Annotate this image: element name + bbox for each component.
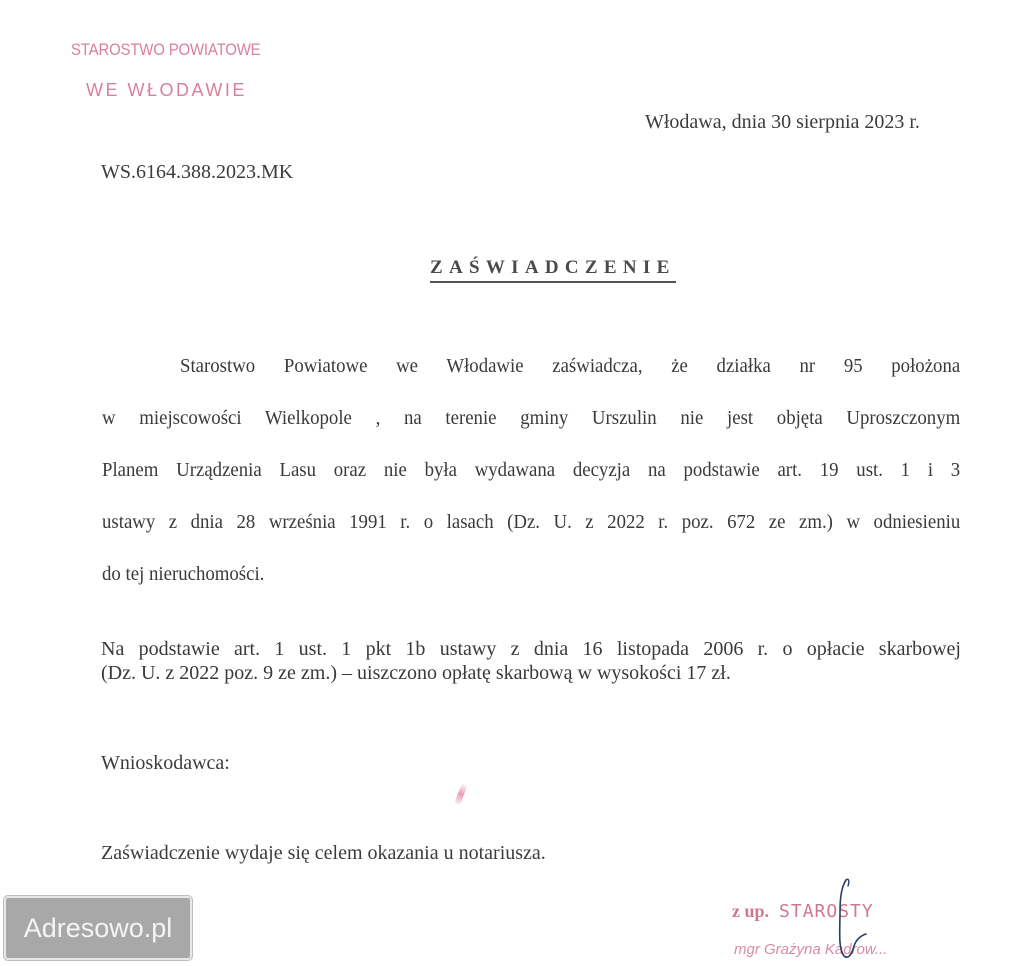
office-stamp-line2: WE WŁODAWIE bbox=[86, 80, 247, 100]
document-title: ZAŚWIADCZENIE bbox=[430, 257, 676, 283]
watermark-badge bbox=[4, 896, 192, 960]
paragraph-line: Planem Urządzenia Lasu oraz nie była wydawana decyzja na podstawie art. 19 ust. 1 i 3 bbox=[102, 459, 961, 481]
ink-mark bbox=[454, 783, 468, 806]
paragraph-line: (Dz. U. z 2022 poz. 9 ze zm.) – uiszczono opłatę skarbową w wysokości 17 zł. bbox=[101, 662, 731, 684]
paragraph-line: do tej nieruchomości. bbox=[102, 563, 265, 585]
paragraph-line: w miejscowości Wielkopole , na terenie gminy Urszulin nie jest objęta Uproszczonym bbox=[102, 407, 961, 429]
purpose-statement: Zaświadczenie wydaje się celem okazania u notariusza. bbox=[101, 842, 546, 864]
handwritten-signature-icon bbox=[820, 876, 880, 966]
signature-stamp-prefix: z up. bbox=[732, 901, 770, 921]
paragraph-line: ustawy z dnia 28 września 1991 r. o lasach (Dz. U. z 2022 r. poz. 672 ze zm.) w odniesieniu bbox=[102, 511, 961, 533]
office-stamp-line1: STAROSTWO POWIATOWE bbox=[71, 40, 261, 59]
signature-stamp-name: mgr Grażyna Kadrow... bbox=[734, 941, 888, 958]
paragraph-line: Starostwo Powiatowe we Włodawie zaświadcza, że działka nr 95 położona bbox=[180, 355, 961, 377]
paragraph-fee bbox=[101, 637, 961, 685]
signature-stamp-role: STAROSTY bbox=[779, 901, 874, 922]
paragraph-line: Na podstawie art. 1 ust. 1 pkt 1b ustawy z dnia 16 listopada 2006 r. o opłacie skarbowej bbox=[101, 638, 961, 660]
place-date: Włodawa, dnia 30 sierpnia 2023 r. bbox=[645, 111, 920, 133]
watermark-label: Adresowo.pl bbox=[23, 912, 173, 943]
applicant-label: Wnioskodawca: bbox=[101, 752, 230, 774]
case-number: WS.6164.388.2023.MK bbox=[101, 161, 294, 183]
